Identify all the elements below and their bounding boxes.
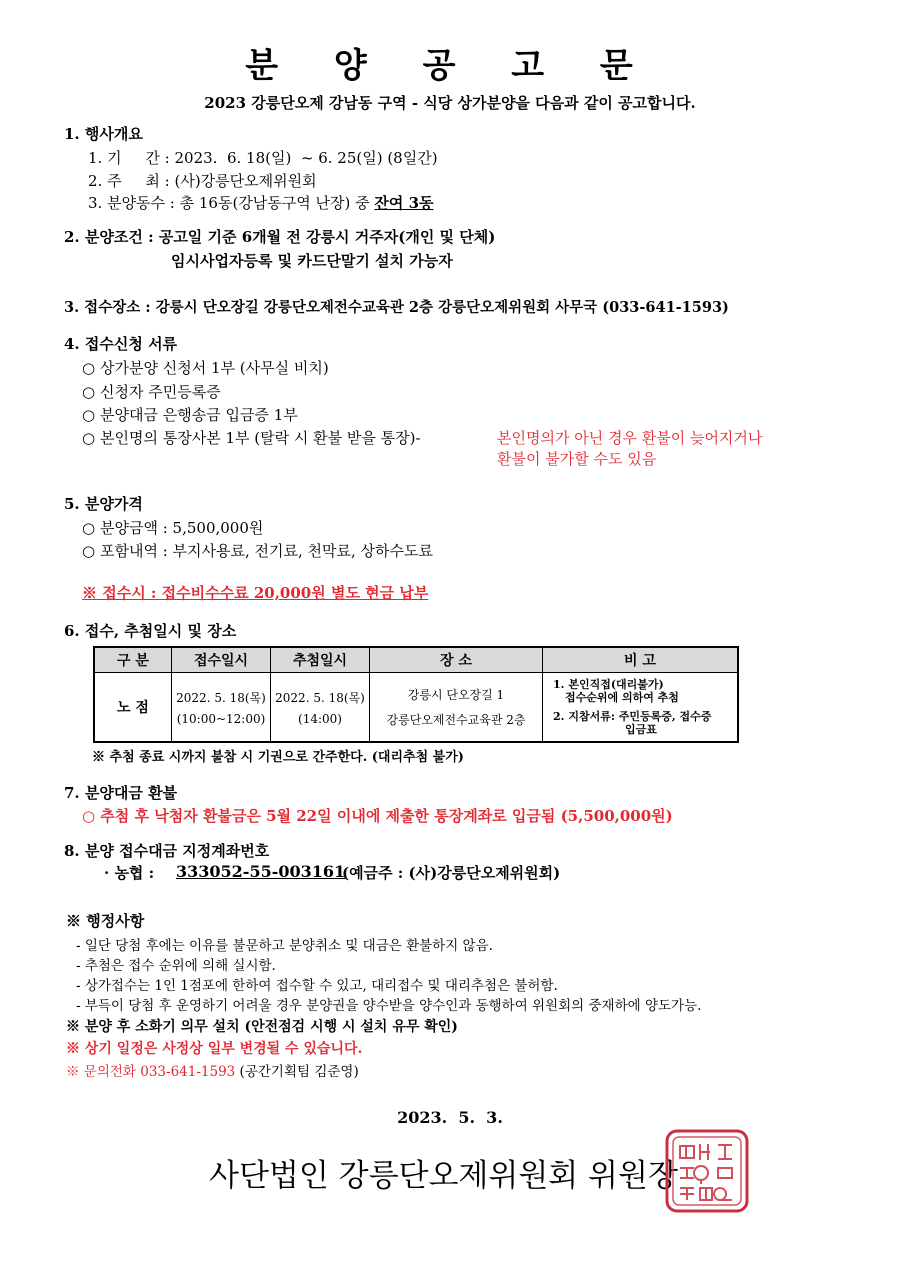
admin-item-1: - 일단 당첨 후에는 이유를 불문하고 분양취소 및 대금은 환불하지 않음.	[76, 938, 493, 954]
schedule-table	[93, 646, 739, 743]
bullet-circle-icon: ○	[82, 429, 96, 447]
sec1-remaining: 잔여 3동	[374, 194, 434, 212]
sec4-refund-warning-1: 본인명의가 아닌 경우 환불이 늦어지거나	[497, 429, 763, 447]
official-seal-icon	[664, 1128, 750, 1214]
sec2-line2: 임시사업자등록 및 카드단말기 설치 가능자	[171, 252, 453, 270]
sec8-account-holder: (예금주 : (사)강릉단오제위원회)	[342, 864, 561, 882]
page-subtitle: 2023 강릉단오제 강남동 구역 - 식당 상가분양을 다음과 같이 공고합니다.	[204, 94, 696, 112]
col-header-type: 구 분	[94, 647, 172, 673]
table-row	[94, 673, 738, 743]
col-header-note: 비 고	[543, 647, 739, 673]
bullet-circle-icon: ○	[82, 359, 96, 377]
sec8-account-number: 333052-55-003161	[176, 862, 346, 881]
admin-schedule-change: ※ 상기 일정은 사정상 일부 변경될 수 있습니다.	[66, 1041, 363, 1057]
sec4-item-2: ○ 신청자 주민등록증	[82, 383, 221, 401]
sec6-footnote: ※ 추첨 종료 시까지 불참 시 기권으로 간주한다. (대리추첨 불가)	[92, 750, 464, 765]
sec8-heading: 8. 분양 접수대금 지정계좌번호	[64, 842, 270, 860]
admin-contact	[66, 1060, 359, 1080]
col-header-reception: 접수일시	[172, 647, 271, 673]
sec4-item-4: ○ 본인명의 통장사본 1부 (탈락 시 환불 받을 통장)-	[82, 429, 421, 447]
sec1-line1: 1. 기 간 : 2023. 6. 18(일) ~ 6. 25(일) (8일간)	[88, 149, 438, 167]
bullet-circle-icon: ○	[82, 406, 96, 424]
sec4-item-3: ○ 분양대금 은행송금 입금증 1부	[82, 406, 298, 424]
admin-item-4: - 부득이 당첨 후 운영하기 어려울 경우 분양권을 양수받을 양수인과 동행하여 위원회의 중재하에 양도가능.	[76, 998, 702, 1014]
signature-line: 사단법인 강릉단오제위원회 위원장	[209, 1158, 678, 1194]
cell-place: 강릉시 단오장길 1 강릉단오제전수교육관 2층	[370, 673, 543, 743]
admin-item-2: - 추첨은 접수 순위에 의해 실시함.	[76, 958, 276, 974]
sec4-refund-warning-2: 환불이 불가할 수도 있음	[497, 450, 657, 468]
cell-reception: 2022. 5. 18(목) (10:00~12:00)	[172, 673, 271, 743]
admin-item-3: - 상가접수는 1인 1점포에 한하여 접수할 수 있고, 대리접수 및 대리추첨은 불허함.	[76, 978, 558, 994]
cell-note: 1. 본인직접(대리불가) 접수순위에 의하여 추첨 2. 지참서류: 주민등록증, 접수증 입금표	[543, 673, 739, 743]
col-header-place: 장 소	[370, 647, 543, 673]
bullet-circle-icon: ○	[82, 519, 96, 537]
col-header-draw: 추첨일시	[271, 647, 370, 673]
sec4-item-1: ○ 상가분양 신청서 1부 (사무실 비치)	[82, 359, 329, 377]
sec1-line2: 2. 주 최 : (사)강릉단오제위원회	[88, 172, 317, 190]
sec1-line3	[88, 192, 434, 213]
sec5-fee-notice: ※ 접수시 : 접수비수수료 20,000원 별도 현금 납부	[82, 584, 429, 602]
page-title: 분 양 공 고 문	[245, 46, 655, 86]
cell-draw: 2022. 5. 18(목) (14:00)	[271, 673, 370, 743]
bullet-circle-icon: ○	[82, 542, 96, 560]
bullet-circle-icon: ○	[82, 383, 96, 401]
admin-contact-phone: ※ 문의전화 033-641-1593	[66, 1064, 236, 1080]
sec2-heading: 2. 분양조건 : 공고일 기준 6개월 전 강릉시 거주자(개인 및 단체)	[64, 228, 496, 246]
sec4-heading: 4. 접수신청 서류	[64, 335, 178, 353]
sec5-heading: 5. 분양가격	[64, 495, 143, 513]
sec8-bank: · 농협 :	[104, 864, 155, 882]
issue-date: 2023. 5. 3.	[397, 1108, 503, 1127]
sec3-heading: 3. 접수장소 : 강릉시 단오장길 강릉단오제전수교육관 2층 강릉단오제위원회 사무국 (033-641-1593)	[64, 299, 729, 316]
admin-contact-person: (공간기획팀 김준영)	[235, 1064, 359, 1080]
sec7-heading: 7. 분양대금 환불	[64, 784, 178, 802]
admin-heading: ※ 행정사항	[66, 912, 145, 930]
table-header-row	[94, 647, 738, 673]
sec7-refund-line: ○ 추첨 후 낙첨자 환불금은 5월 22일 이내에 제출한 통장계좌로 입금됨 (5,500,000원)	[82, 807, 673, 825]
sec1-heading: 1. 행사개요	[64, 125, 143, 143]
admin-fire-extinguisher: ※ 분양 후 소화기 의무 설치 (안전점검 시행 시 설치 유무 확인)	[66, 1019, 458, 1035]
cell-type: 노 점	[94, 673, 172, 743]
sec5-item-2: ○ 포함내역 : 부지사용료, 전기료, 천막료, 상하수도료	[82, 542, 434, 560]
sec1-line3-text: 3. 분양동수 : 총 16동(강남동구역 난장) 중	[88, 194, 375, 212]
sec6-heading: 6. 접수, 추첨일시 및 장소	[64, 622, 237, 640]
sec5-item-1: ○ 분양금액 : 5,500,000원	[82, 519, 264, 537]
